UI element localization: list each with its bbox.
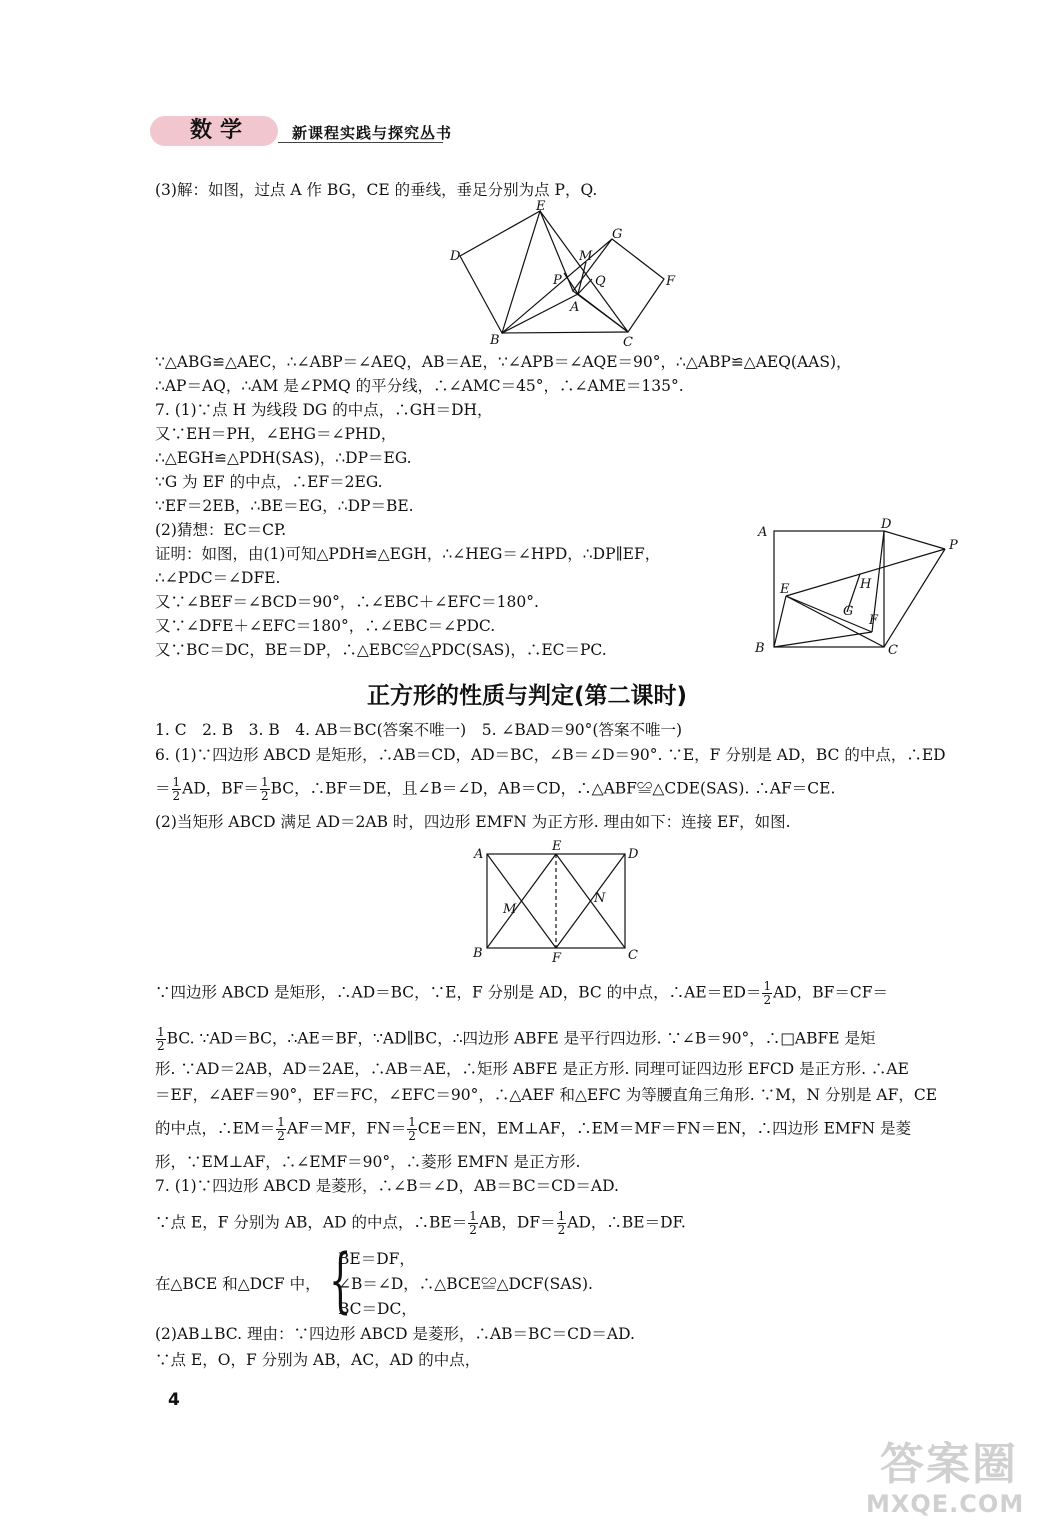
- text-line: 又∵∠BEF＝∠BCD＝90°，∴∠EBC＋∠EFC＝180°.: [155, 593, 539, 611]
- fraction-numerator: 1: [172, 775, 181, 789]
- fraction: [156, 1026, 166, 1053]
- text-line: 形，∵EM⊥AF，∴∠EMF＝90°，∴菱形 EMFN 是正方形.: [155, 1153, 581, 1171]
- fraction: [407, 1116, 417, 1143]
- text-line: (2)当矩形 ABCD 满足 AD＝2AB 时，四边形 EMFN 为正方形. 理由如下：连接 EF，如图.: [155, 813, 791, 831]
- text-line: ∵G 为 EF 的中点，∴EF＝2EG.: [155, 473, 383, 491]
- watermark-url: MXQE.COM: [866, 1490, 1025, 1518]
- text-span: 的中点，∴EM＝: [155, 1119, 276, 1138]
- system-line-2: ∠B＝∠D，∴△BCE≌△DCF(SAS).: [338, 1275, 593, 1293]
- text-line-with-fractions: [155, 1116, 911, 1143]
- fig3-label-B: B: [473, 946, 483, 961]
- fraction-denominator: 2: [277, 1129, 285, 1143]
- fig2-label-D: D: [881, 517, 892, 532]
- fraction-denominator: 2: [763, 993, 772, 1007]
- fig1-label-A: A: [570, 300, 580, 315]
- fraction-numerator: 1: [157, 1025, 165, 1039]
- fraction-numerator: 1: [277, 1115, 285, 1129]
- fraction-numerator: 1: [557, 1209, 566, 1223]
- text-line: 又∵∠DFE＋∠EFC＝180°，∴∠EBC＝∠PDC.: [155, 617, 496, 635]
- fig3-label-D: D: [628, 847, 639, 862]
- text-line: ∴△EGH≌△PDH(SAS)，∴DP＝EG.: [155, 449, 412, 467]
- figure-2-square: [750, 516, 970, 662]
- text-line: ∵点 E，O，F 分别为 AB，AC，AD 的中点，: [155, 1351, 481, 1369]
- fig1-label-D: D: [450, 249, 461, 264]
- text-span: BC. ∵AD＝BC，∴AE＝BF，∵AD∥BC，∴四边形 ABFE 是平行四边形. ∵∠B＝90°，∴□ABFE 是矩: [166, 1029, 876, 1048]
- text-span: BC，∴BF＝DE，且∠B＝∠D，AB＝CD，∴△ABF≌△CDE(SAS). ∴AF＝CE.: [270, 779, 836, 798]
- text-span: AD，BF＝CF＝: [773, 983, 888, 1002]
- fig1-label-P: P: [553, 273, 562, 288]
- fig2-label-E: E: [780, 582, 790, 597]
- fig1-label-C: C: [623, 335, 633, 350]
- fraction-denominator: 2: [557, 1223, 566, 1237]
- fig3-label-E: E: [552, 839, 562, 854]
- system-label: 在△BCE 和△DCF 中，: [155, 1275, 321, 1293]
- text-span: ∵点 E，F 分别为 AB，AD 的中点，∴BE＝: [155, 1213, 468, 1232]
- fraction-numerator: 1: [260, 775, 269, 789]
- fig2-label-H: H: [860, 577, 872, 592]
- text-line: (2)猜想：EC＝CP.: [155, 521, 287, 539]
- text-line: 形. ∵AD＝2AB，AD＝2AE，∴AB＝AE，∴矩形 ABFE 是正方形. 同理可证四边形 EFCD 是正方形. ∴AE: [155, 1060, 909, 1078]
- fraction-denominator: 2: [408, 1129, 416, 1143]
- system-line-1: BE＝DF，: [338, 1250, 415, 1268]
- text-line-with-fractions: [155, 1210, 686, 1237]
- text-line: ∵EF＝2EB，∴BE＝EG，∴DP＝BE.: [155, 497, 414, 515]
- fig3-label-F: F: [552, 951, 562, 966]
- answers-line: 1. C 2. B 3. B 4. AB＝BC(答案不唯一) 5. ∠BAD＝90°(答案不唯一): [155, 721, 683, 739]
- text-line: (3)解：如图，过点 A 作 BG，CE 的垂线，垂足分别为点 P，Q.: [155, 181, 598, 199]
- text-span: AD，BF＝: [182, 779, 259, 798]
- fraction: [276, 1116, 286, 1143]
- text-line: 7. (1)∵点 H 为线段 DG 的中点，∴GH＝DH，: [155, 401, 493, 419]
- fig3-label-C: C: [628, 948, 638, 963]
- fraction: [468, 1210, 478, 1237]
- text-line: ∴AP＝AQ，∴AM 是∠PMQ 的平分线，∴∠AMC＝45°，∴∠AME＝135°.: [155, 377, 684, 395]
- text-line: 又∵BC＝DC，BE＝DP，∴△EBC≌△PDC(SAS)，∴EC＝PC.: [155, 641, 607, 659]
- fraction: [260, 776, 270, 803]
- fraction-denominator: 2: [260, 789, 269, 803]
- series-title: 新课程实践与探究丛书: [292, 124, 453, 142]
- fig1-label-G: G: [612, 227, 623, 242]
- watermark-logo: 答案圈: [880, 1439, 1018, 1490]
- fig1-label-M: M: [579, 249, 593, 264]
- text-line: (2)AB⊥BC. 理由：∵四边形 ABCD 是菱形，∴AB＝BC＝CD＝AD.: [155, 1325, 635, 1343]
- fraction-denominator: 2: [469, 1223, 477, 1237]
- text-line-with-fractions: [155, 1026, 876, 1053]
- text-span: CE＝EN，EM⊥AF，∴EM＝MF＝FN＝EN，∴四边形 EMFN 是菱: [417, 1119, 912, 1138]
- figure-1-lines: [460, 211, 664, 333]
- fig2-label-G: G: [843, 604, 854, 619]
- text-line-with-fractions: [155, 980, 888, 1007]
- text-span: ＝: [155, 779, 171, 798]
- fig3-label-M: M: [503, 902, 517, 917]
- fraction: [557, 1210, 567, 1237]
- fig2-label-B: B: [755, 641, 765, 656]
- text-line: 证明：如图，由(1)可知△PDH≌△EGH，∴∠HEG＝∠HPD，∴DP∥EF，: [155, 545, 661, 563]
- fig2-label-F: F: [869, 613, 879, 628]
- header-rule: [278, 142, 443, 143]
- fig2-label-A: A: [758, 525, 768, 540]
- text-line: ＝EF，∠AEF＝90°，EF＝FC，∠EFC＝90°，∴△AEF 和△EFC 为等腰直角三角形. ∵M，N 分别是 AF，CE: [155, 1086, 938, 1104]
- fig1-label-F: F: [666, 274, 676, 289]
- text-line: ∴∠PDC＝∠DFE.: [155, 569, 281, 587]
- page-number: 4: [168, 1390, 180, 1410]
- figure-3-rectangle: [468, 838, 650, 968]
- text-line: 6. (1)∵四边形 ABCD 是矩形，∴AB＝CD，AD＝BC，∠B＝∠D＝90°. ∵E，F 分别是 AD，BC 的中点，∴ED: [155, 746, 946, 764]
- text-line-with-fractions: [155, 776, 835, 803]
- fig1-label-E: E: [536, 199, 546, 214]
- text-span: AF＝MF，FN＝: [286, 1119, 407, 1138]
- fig1-label-Q: Q: [595, 274, 606, 289]
- text-span: AB，DF＝: [478, 1213, 556, 1232]
- left-brace: {: [329, 1239, 352, 1321]
- fig3-label-A: A: [474, 847, 484, 862]
- fraction-denominator: 2: [157, 1039, 165, 1053]
- fraction-numerator: 1: [469, 1209, 477, 1223]
- figure-1-pentagon: [440, 196, 690, 350]
- text-line: ∵△ABG≌△AEC，∴∠ABP＝∠AEQ，AB＝AE，∵∠APB＝∠AQE＝90°，∴△ABP≌△AEQ(AAS)，: [155, 353, 852, 371]
- subject-title: 数学: [190, 118, 251, 143]
- system-line-3: BC＝DC，: [338, 1300, 417, 1318]
- fraction-numerator: 1: [408, 1115, 416, 1129]
- fraction-denominator: 2: [172, 789, 181, 803]
- fig3-label-N: N: [594, 891, 606, 906]
- fig2-label-P: P: [949, 538, 958, 553]
- fraction: [762, 980, 772, 1007]
- fig1-label-B: B: [490, 333, 500, 348]
- section-title: 正方形的性质与判定(第二课时): [366, 683, 688, 709]
- text-span: ∵四边形 ABCD 是矩形，∴AD＝BC，∵E，F 分别是 AD，BC 的中点，∴AE＝ED＝: [155, 983, 762, 1002]
- fraction-numerator: 1: [763, 979, 772, 993]
- fig2-label-C: C: [888, 643, 898, 658]
- fraction: [172, 776, 182, 803]
- text-line: 又∵EH＝PH，∠EHG＝∠PHD，: [155, 425, 397, 443]
- text-line: 7. (1)∵四边形 ABCD 是菱形，∴∠B＝∠D，AB＝BC＝CD＝AD.: [155, 1177, 619, 1195]
- text-span: AD，∴BE＝DF.: [567, 1213, 686, 1232]
